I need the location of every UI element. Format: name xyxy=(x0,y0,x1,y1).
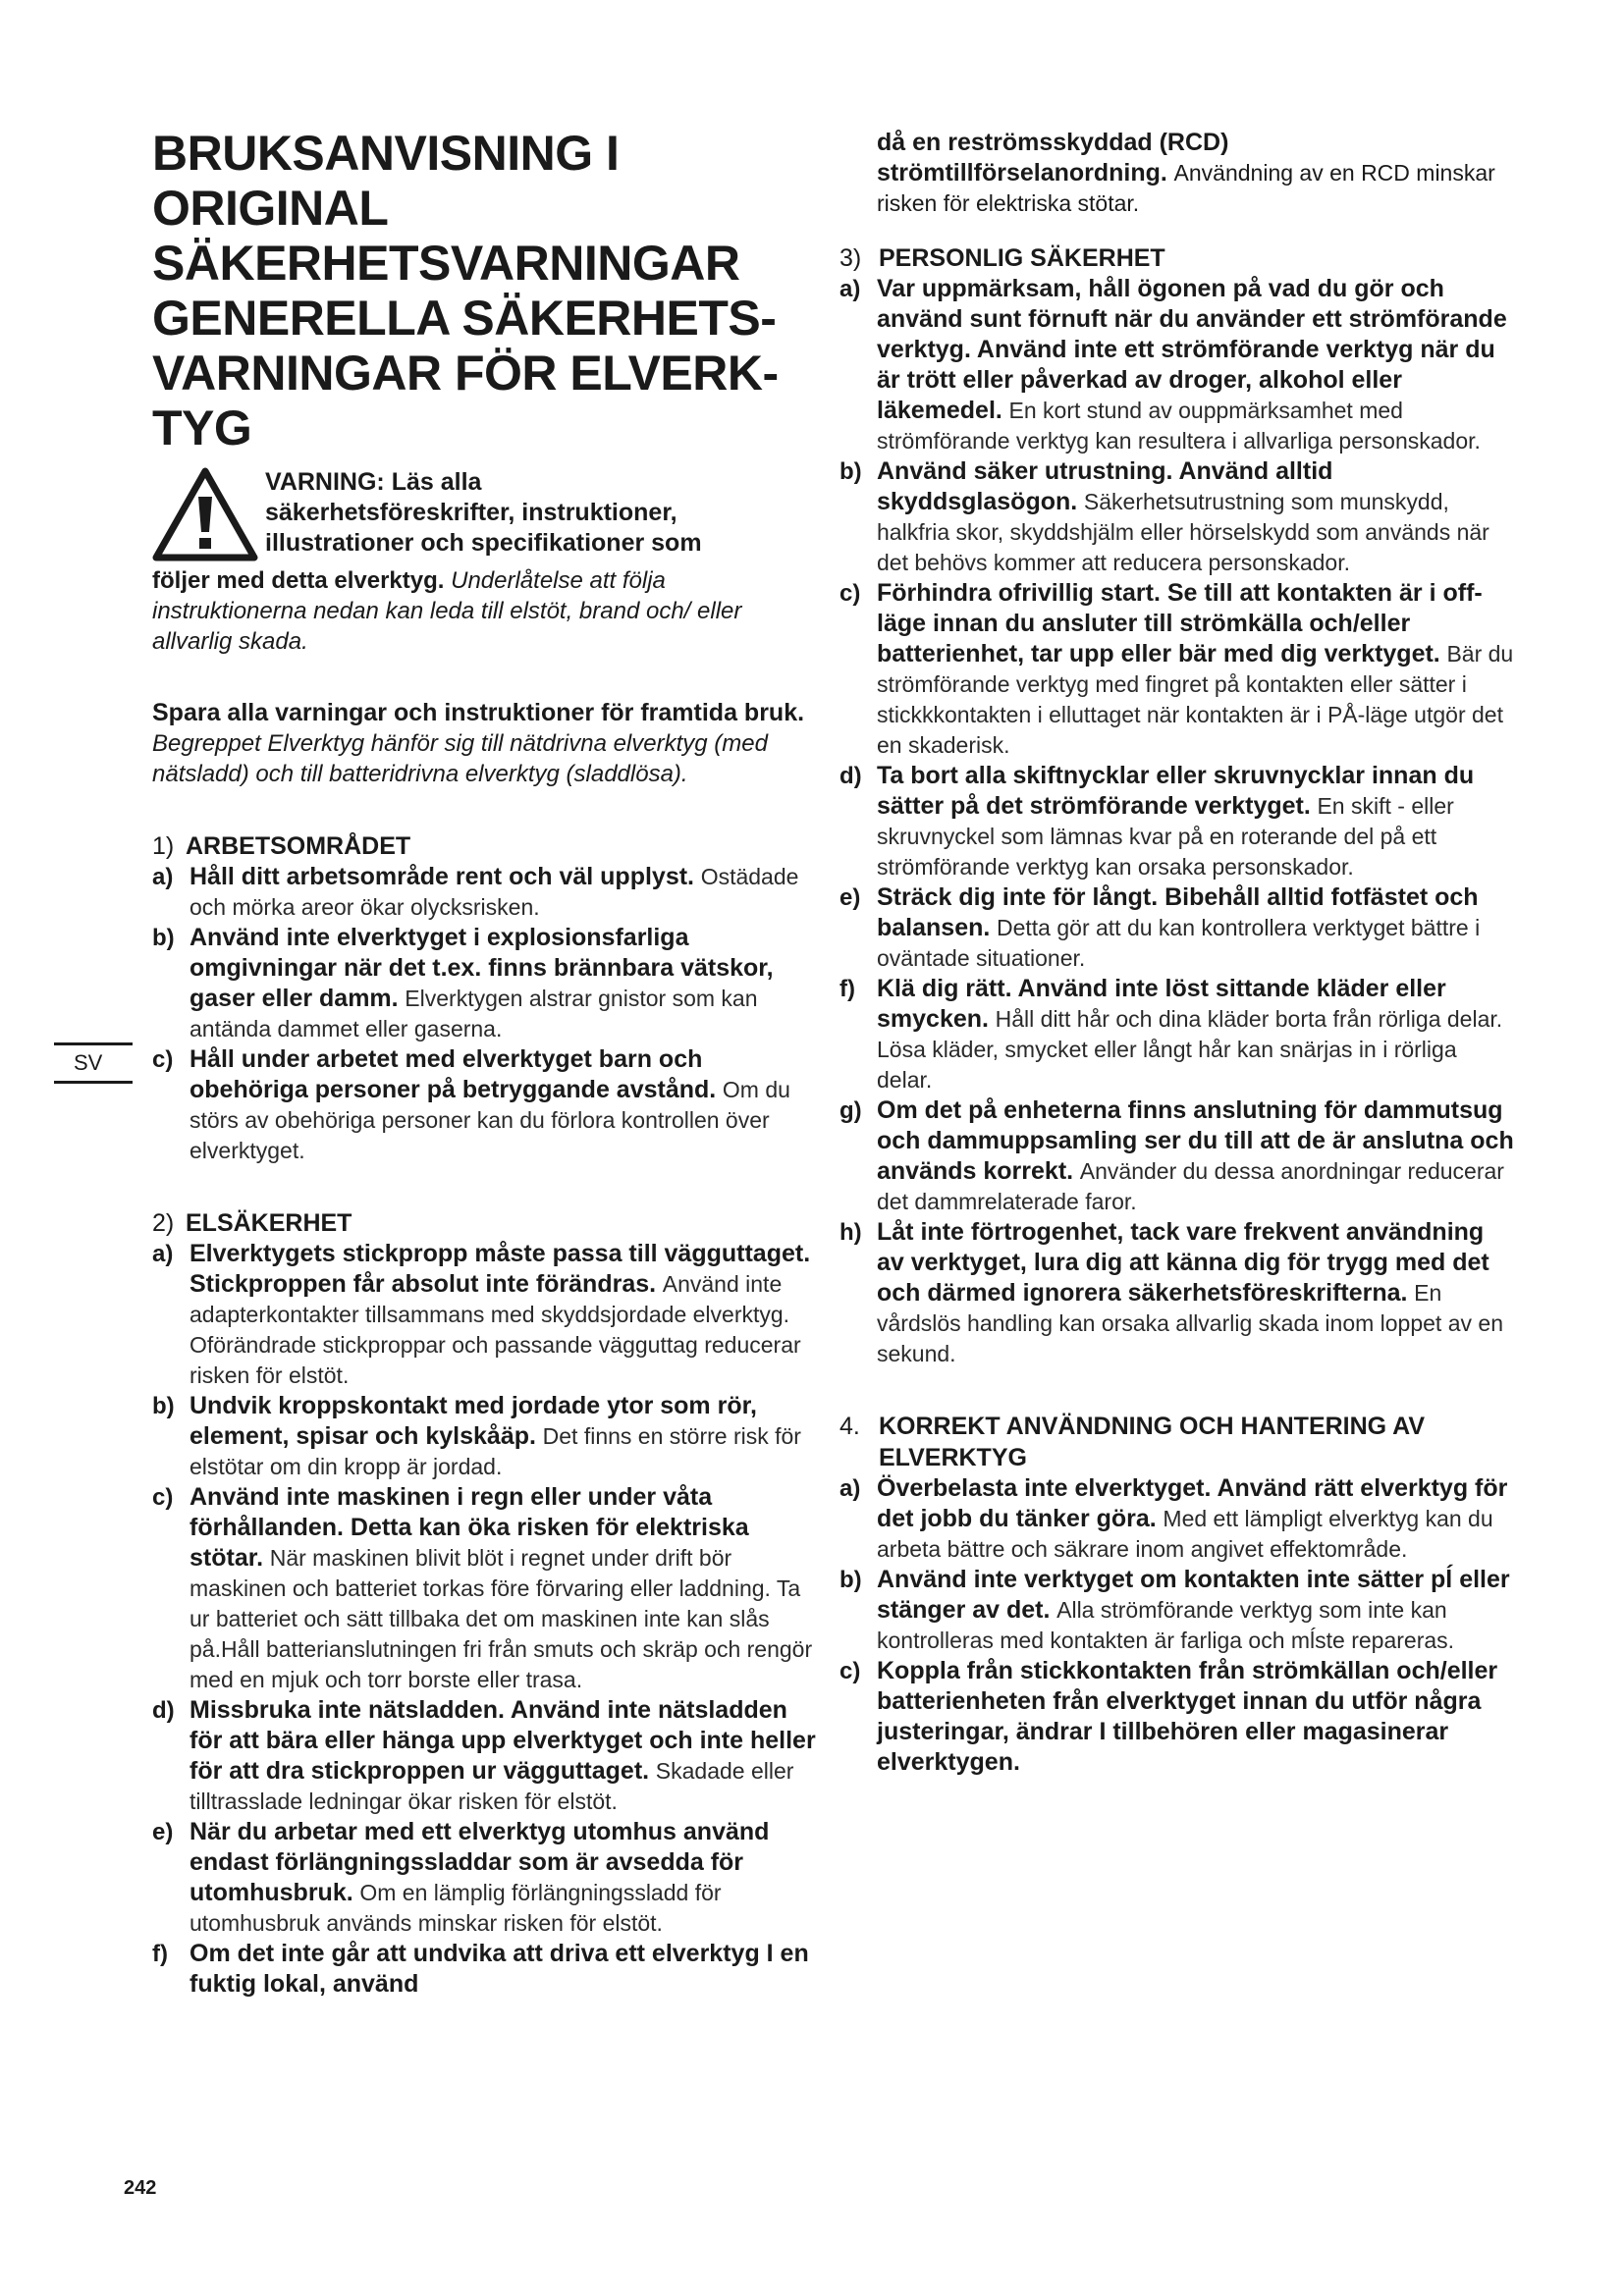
page-number: 242 xyxy=(124,2177,157,2199)
list-item: e) Sträck dig inte för långt. Bibehåll alltid fotfästet och balansen. Detta gör att du kan kontrollera verktyget bättre i oväntade situationer. xyxy=(839,883,1481,971)
list-item: h) Låt inte förtrogenhet, tack vare frekvent användning av verktyget, lura dig att känna dig för trygg med det och därmed ignorera säkerhetsföreskrifterna. En vårdslös handling kan orsaka allvarlig skada inom loppet av en sekund. xyxy=(839,1218,1503,1366)
list-item: a) Elverktygets stickpropp måste passa till vägguttaget. Stickproppen får absolut inte förändras. Använd inte adapterkontakter tillsammans med skyddsjordade elverktyg. Oförändrade stickproppar och passande vägguttag reducerar risken för elstöt. xyxy=(152,1240,811,1388)
warning-line: illustrationer och specifikationer som xyxy=(265,529,702,557)
section-heading-usage: 4. KORREKT ANVÄNDNING OCH HANTERING AV ELVERKTYG xyxy=(839,1413,1426,1471)
list-item: c) Förhindra ofrivillig start. Se till att kontakten är i off-läge innan du ansluter till strömkälla och/eller batterienhet, tar upp eller bär med dig verktyget. Bär du strömförande verktyg med fingret på kontakten eller sätter i stickkkontakten i elluttaget när kontakten är i PÅ-läge utgör det en skaderisk. xyxy=(839,579,1514,758)
section-heading-work-area: 1) ARBETSOMRÅDET xyxy=(152,832,411,860)
list-item: f) Om det inte går att undvika att driva ett elverktyg I en fuktig lokal, använd xyxy=(152,1940,809,1998)
list-item: d) Ta bort alla skiftnycklar eller skruvnycklar innan du sätter på det strömförande verktyget. En skift - eller skruvnyckel som lämnas kvar på en roterande del på ett strömförande verktyg kan orsaka personskador. xyxy=(839,762,1475,880)
list-item: a) Håll ditt arbetsområde rent och väl upplyst. Ostädade och mörka areor ökar olycksrisken. xyxy=(152,863,799,920)
warning-line: VARNING: Läs alla xyxy=(265,468,482,496)
list-item: e) När du arbetar med ett elverktyg utomhus använd endast förlängningssladdar som är avsedda för utomhusbruk. Om en lämplig förlängningssladd för utomhusbruk används minskar risken för elstöt. xyxy=(152,1818,770,1936)
language-code: SV xyxy=(74,1050,103,1075)
list-item: a) Överbelasta inte elverktyget. Använd rätt elverktyg för det jobb du tänker göra. Med ett lämpligt elverktyg kan du arbeta bättre och säkrare inom angivet effektområde. xyxy=(839,1474,1508,1562)
language-tab xyxy=(54,1042,133,1084)
warning-line: säkerhetsföreskrifter, instruktioner, xyxy=(265,499,677,526)
divider xyxy=(54,1081,133,1084)
list-item: b) Använd säker utrustning. Använd alltid skyddsglasögon. Säkerhetsutrustning som munskydd, halkfria skor, skyddshjälm eller hörselskydd som används när det behövs kommer att reducera personskador. xyxy=(839,457,1489,575)
page-title: BRUKSANVISNING I ORIGINAL SÄKERHETSVARNINGAR GENERELLA SÄKERHETS- VARNINGAR FÖR ELVERK- TYG xyxy=(152,126,779,455)
list-item: c) Använd inte maskinen i regn eller under våta förhållanden. Detta kan öka risken för elektriska stötar. När maskinen blivit blöt i regnet under drift bör maskinen och batteriet torkas före förvaring eller laddning. Ta ur batteriet och sätt tillbaka det om maskinen inte kan slås på.Håll batterianslutningen fri från smuts och skräp och rengör med en mjuk och torr borste eller trasa. xyxy=(152,1483,813,1692)
list-item: c) Koppla från stickkontakten från strömkällan och/eller batterienheten från elverktyget innan du utför några justeringar, ändrar I tillbehören eller magasinerar elverktygen. xyxy=(839,1657,1498,1776)
list-item: b) Använd inte verktyget om kontakten inte sätter pĺ eller stänger av det. Alla strömförande verktyg som inte kan kontrolleras med kontakten är farliga och mĺste repareras. xyxy=(839,1566,1510,1653)
list-item: b) Undvik kroppskontakt med jordade ytor som rör, element, spisar och kylskåäp. Det finns en större risk för elstötar om din kropp är jordad. xyxy=(152,1392,801,1479)
warning-triangle-icon xyxy=(152,467,258,561)
list-item: c) Håll under arbetet med elverktyget barn och obehöriga personer på betryggande avstånd. Om du störs av obehöriga personer kan du förlora kontrollen över elverktyget. xyxy=(152,1045,790,1163)
section-heading-electrical: 2) ELSÄKERHET xyxy=(152,1209,352,1237)
list-item: b) Använd inte elverktyget i explosionsfarliga omgivningar när det t.ex. finns brännbara vätskor, gaser eller damm. Elverktygen alstrar gnistor som kan antända dammet eller gaserna. xyxy=(152,924,774,1041)
warning-text: följer med detta elverktyg. Underlåtelse att följa instruktionerna nedan kan leda till elstöt, brand och/ eller allvarlig skada. xyxy=(152,567,742,655)
save-instructions: Spara alla varningar och instruktioner för framtida bruk. Begreppet Elverktyg hänför sig till nätdrivna elverktyg (med nätsladd) och till batteridrivna elverktyg (sladdlösa). xyxy=(152,699,805,787)
list-item: d) Missbruka inte nätsladden. Använd inte nätsladden för att bära eller hänga upp elverktyget och inte heller för att dra stickproppen ur vägguttaget. Skadade eller tilltrasslade ledningar ökar risken för elstöt. xyxy=(152,1696,816,1814)
section-heading-personal: 3) PERSONLIG SÄKERHET xyxy=(839,244,1165,272)
list-item: a) Var uppmärksam, håll ögonen på vad du gör och använd sunt förnuft när du använder ett strömförande verktyg. Använd inte ett strömförande verktyg när du är trött eller påverkad av droger, alkohol eller läkemedel. En kort stund av ouppmärksamhet med strömförande verktyg kan resultera i allvarliga personskador. xyxy=(839,275,1507,454)
list-item: f) Klä dig rätt. Använd inte löst sittande kläder eller smycken. Håll ditt hår och dina kläder borta från rörliga delar. Lösa kläder, smycket eller långt hår kan snärjas in i rörliga delar. xyxy=(839,975,1503,1093)
warning-block xyxy=(152,467,820,565)
list-item-continuation: då en reströmsskyddad (RCD) strömtillförselanordning. Användning av en RCD minskar risken för elektriska stötar. xyxy=(877,129,1495,216)
right-column xyxy=(839,128,1517,1778)
left-column xyxy=(152,126,820,2000)
list-item: g) Om det på enheterna finns anslutning för dammutsug och dammuppsamling ser du till att de är anslutna och används korrekt. Använder du dessa anordningar reducerar det dammrelaterade faror. xyxy=(839,1096,1514,1214)
